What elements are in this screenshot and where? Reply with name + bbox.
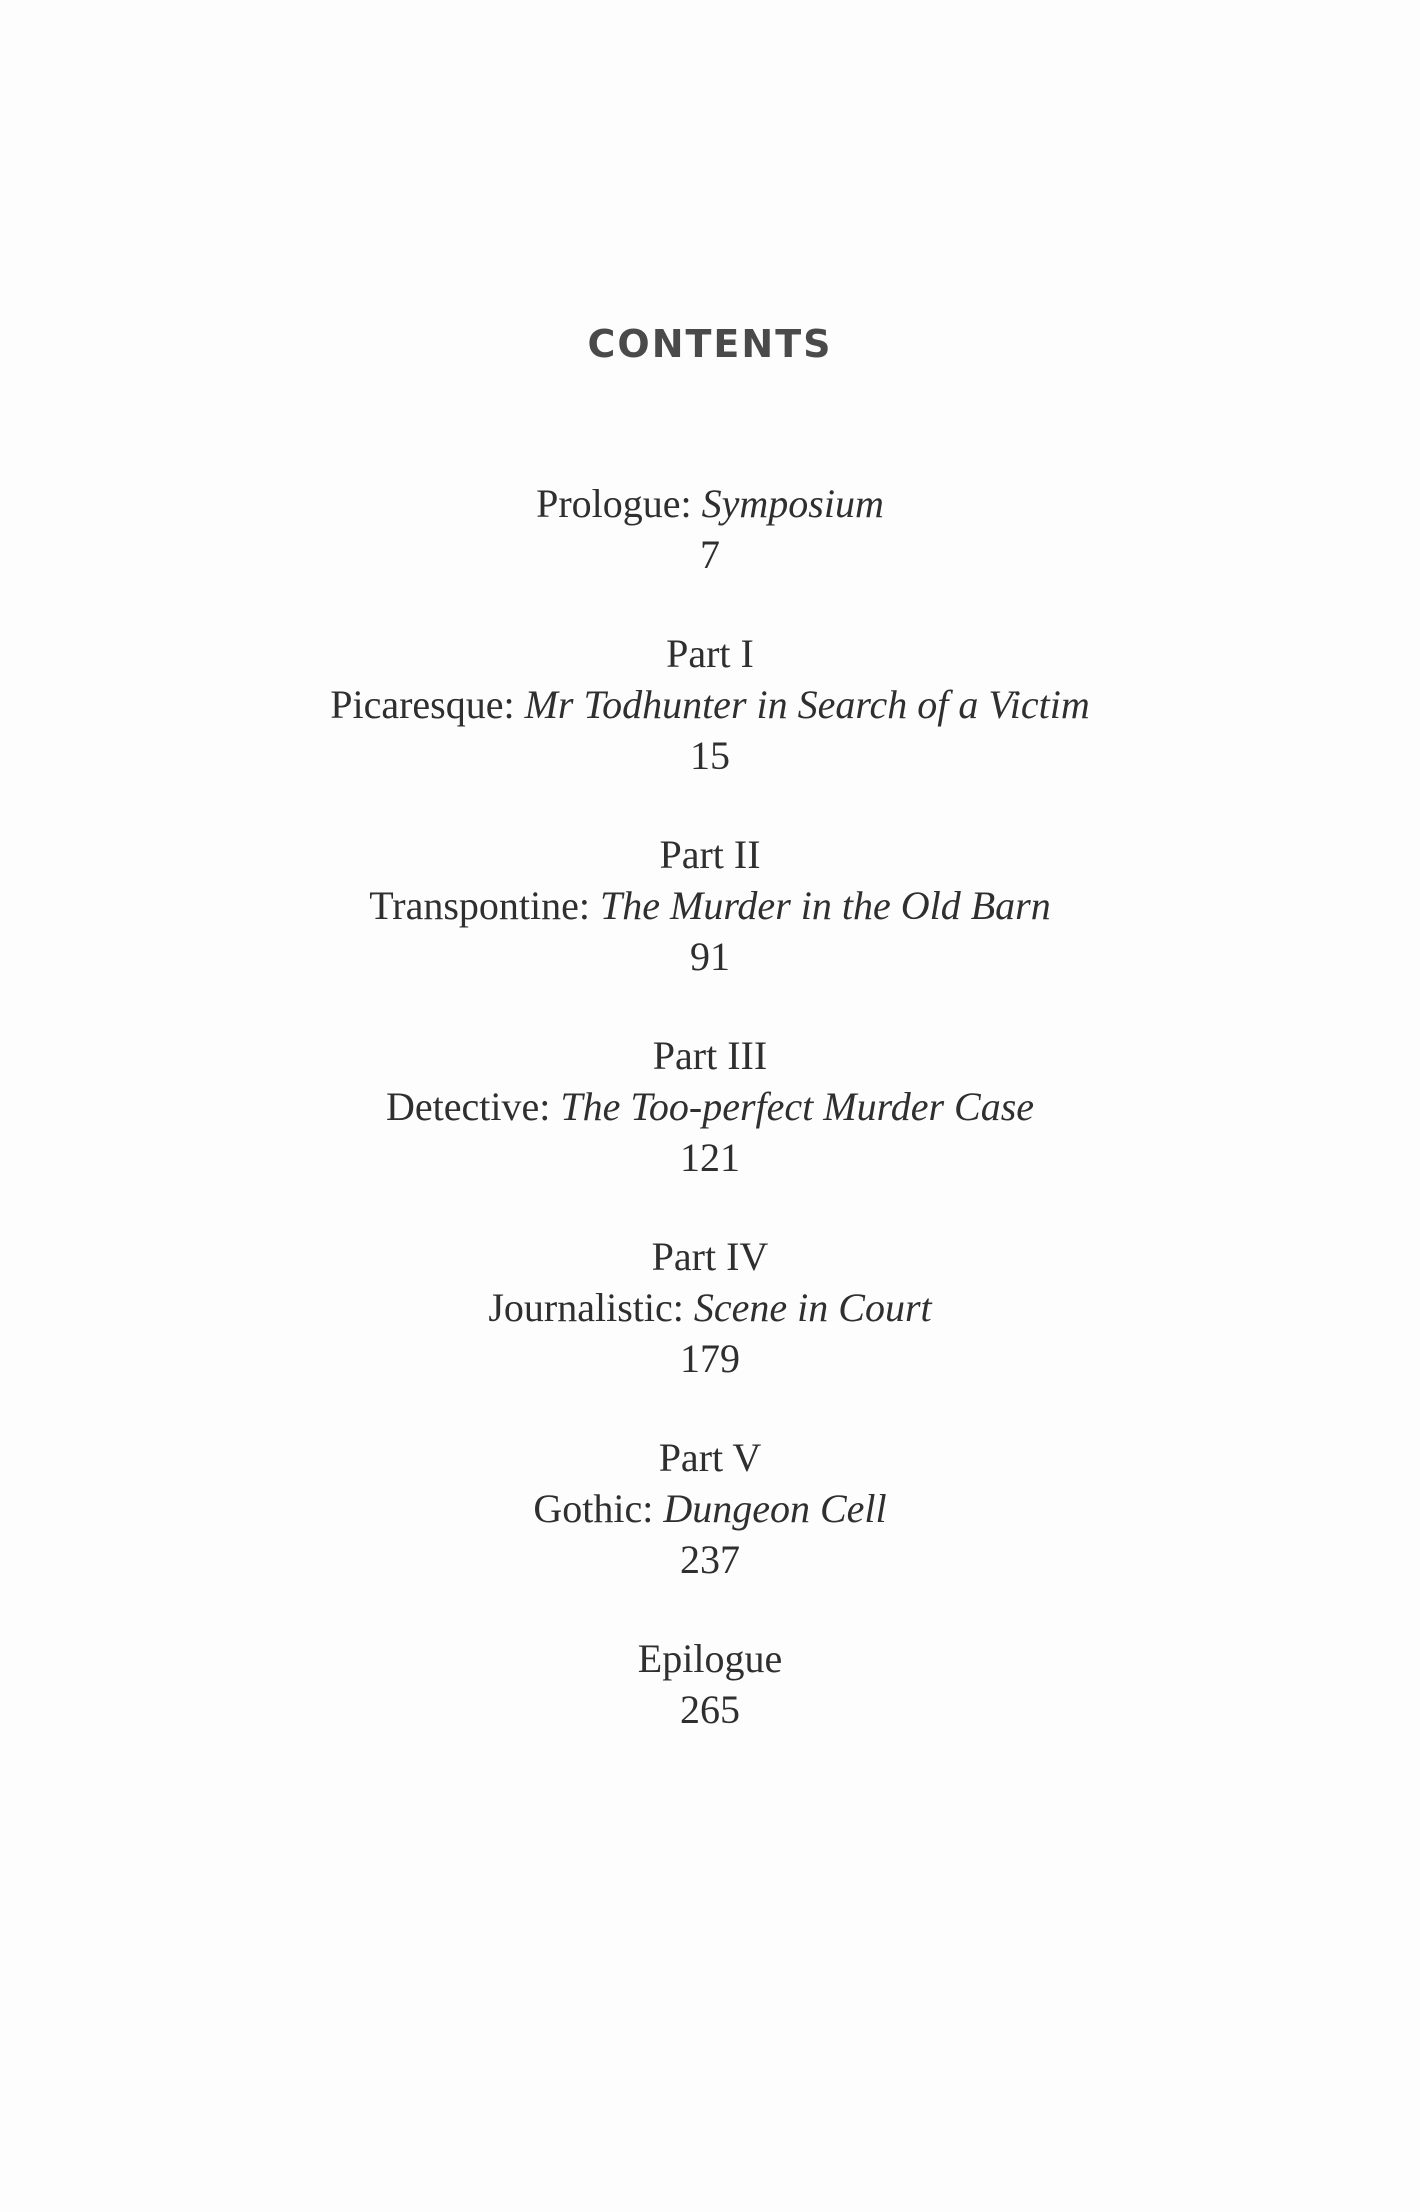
toc-entry-part-3 bbox=[0, 1030, 1420, 1183]
entry-genre: Transpontine: bbox=[369, 883, 591, 928]
toc-entry-part-1 bbox=[0, 628, 1420, 781]
entry-subtitle: Mr Todhunter in Search of a Victim bbox=[524, 682, 1090, 727]
entry-subtitle: Scene in Court bbox=[693, 1285, 932, 1330]
part-label: Part IV bbox=[651, 1234, 769, 1279]
entry-title bbox=[0, 1282, 1420, 1333]
entry-title bbox=[0, 679, 1420, 730]
page-number: 265 bbox=[680, 1687, 740, 1732]
toc-entry-part-5 bbox=[0, 1432, 1420, 1585]
entry-subtitle: The Too-perfect Murder Case bbox=[560, 1084, 1035, 1129]
entry-title bbox=[0, 1081, 1420, 1132]
entry-title bbox=[0, 478, 1420, 529]
entry-subtitle: Symposium bbox=[701, 481, 884, 526]
toc-entry-epilogue bbox=[0, 1633, 1420, 1735]
part-label: Part V bbox=[658, 1435, 762, 1480]
entry-subtitle: The Murder in the Old Barn bbox=[600, 883, 1051, 928]
page-number: 179 bbox=[680, 1336, 740, 1381]
toc-entry-part-2 bbox=[0, 829, 1420, 982]
entry-genre: Picaresque: bbox=[330, 682, 515, 727]
entry-title bbox=[0, 1483, 1420, 1534]
toc-entry-prologue bbox=[0, 478, 1420, 580]
page-number: 237 bbox=[680, 1537, 740, 1582]
page-number: 91 bbox=[690, 934, 730, 979]
entry-genre: Gothic: bbox=[533, 1486, 654, 1531]
page-title: CONTENTS bbox=[587, 322, 833, 366]
page-number: 121 bbox=[680, 1135, 740, 1180]
entry-subtitle: Dungeon Cell bbox=[663, 1486, 887, 1531]
entry-genre: Detective: bbox=[385, 1084, 551, 1129]
entry-genre: Prologue: bbox=[536, 481, 692, 526]
part-label: Part I bbox=[666, 631, 754, 676]
entry-genre: Journalistic: bbox=[488, 1285, 684, 1330]
entry-title: Epilogue bbox=[637, 1636, 783, 1681]
part-label: Part III bbox=[652, 1033, 768, 1078]
table-of-contents bbox=[0, 478, 1420, 1783]
page-number: 7 bbox=[700, 532, 720, 577]
entry-title bbox=[0, 880, 1420, 931]
toc-entry-part-4 bbox=[0, 1231, 1420, 1384]
part-label: Part II bbox=[659, 832, 761, 877]
page-number: 15 bbox=[690, 733, 730, 778]
